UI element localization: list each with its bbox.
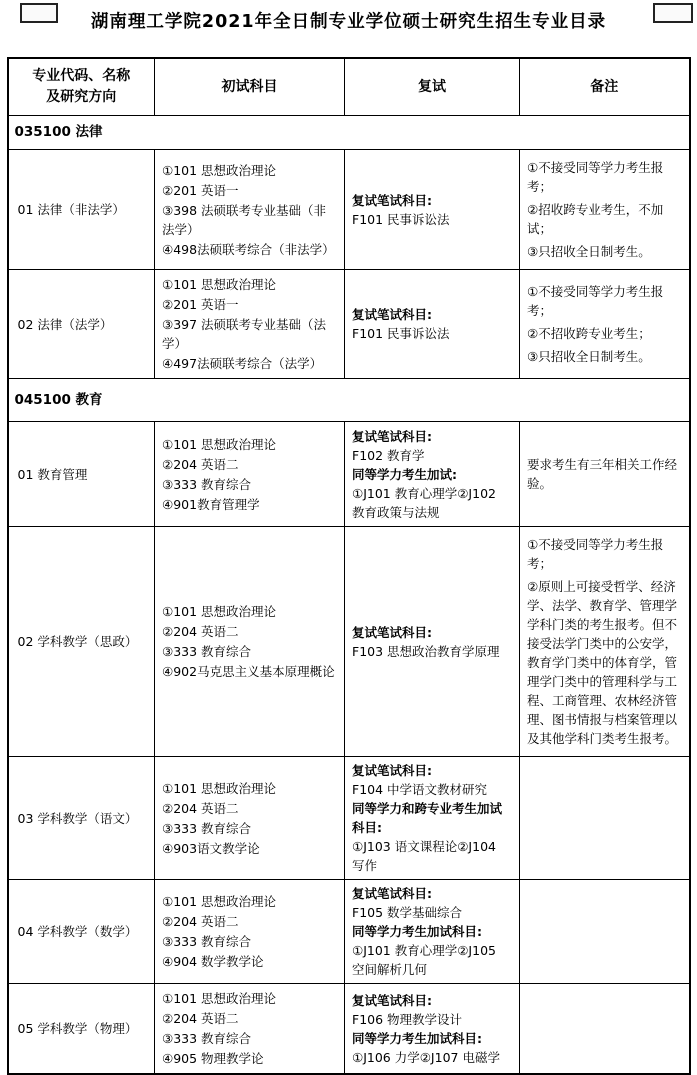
subject-line: ④497法硕联考综合（法学） (162, 356, 323, 371)
subject-line: ②204 英语二 (162, 1011, 239, 1026)
subject-line: ④905 物理教学论 (162, 1051, 264, 1066)
subject-line: ④901教育管理学 (162, 496, 260, 512)
subject-line: ①101 思想政治理论 (162, 436, 277, 452)
subject-line: ②204 英语二 (162, 456, 239, 472)
initial-subjects-cell (155, 757, 345, 880)
section-row (8, 379, 690, 422)
program-name-cell (8, 270, 155, 379)
retest-cell (345, 984, 520, 1075)
retest-section-label: 同等学力和跨专业考生加试科目: (352, 801, 503, 835)
admissions-catalog-table (7, 57, 691, 1075)
table-header-row (8, 58, 690, 116)
retest-section-label: 同等学力考生加试科目: (352, 1030, 482, 1046)
retest-subject-line: ①J101 教育心理学②J102 教育政策与法规 (352, 485, 496, 520)
retest-cell (345, 270, 520, 379)
scan-corner-mark-right (653, 3, 693, 23)
retest-section-label: 复试笔试科目: (352, 192, 432, 208)
remarks-cell (520, 422, 690, 527)
remarks-cell (520, 527, 690, 757)
initial-subjects-cell (155, 270, 345, 379)
retest-cell (345, 527, 520, 757)
section-title: 035100 法律 (8, 116, 690, 150)
remark-item: ③只招收全日制考生。 (527, 349, 651, 364)
subject-line: ③333 教育综合 (162, 820, 252, 836)
initial-subjects-cell (155, 880, 345, 984)
initial-subjects-cell (155, 527, 345, 757)
subject-line: ①101 思想政治理论 (162, 780, 277, 796)
program-name-cell (8, 422, 155, 527)
subject-line: ①101 思想政治理论 (162, 277, 277, 292)
program-row (8, 757, 690, 880)
column-header-retest: 复试 (345, 58, 520, 116)
subject-line: ③398 法硕联考专业基础（非法学） (162, 202, 327, 237)
remarks-cell (520, 150, 690, 270)
remark-item: ①不接受同等学力考生报考； (527, 284, 664, 318)
subject-line: ②204 英语二 (162, 624, 239, 639)
program-name: 01 教育管理 (17, 466, 88, 482)
subject-line: ②204 英语二 (162, 800, 239, 816)
remark-item: ③只招收全日制考生。 (527, 244, 651, 259)
retest-section-label: 复试笔试科目: (352, 992, 432, 1008)
remarks-cell (520, 270, 690, 379)
scan-corner-mark-left (20, 3, 58, 23)
program-row (8, 150, 690, 270)
program-row (8, 527, 690, 757)
initial-subjects-cell (155, 422, 345, 527)
column-header-program-line1: 专业代码、名称 (32, 68, 131, 84)
retest-section-label: 同等学力考生加试科目: (352, 924, 482, 939)
program-row (8, 984, 690, 1075)
subject-line: ④904 数学教学论 (162, 954, 264, 969)
initial-subjects-cell (155, 150, 345, 270)
retest-subject-line: F104 中学语文教材研究 (352, 782, 488, 797)
retest-section-label: 同等学力考生加试: (352, 466, 457, 482)
program-name-cell (8, 880, 155, 984)
retest-subject-line: F101 民事诉讼法 (352, 326, 450, 341)
remark-item: 要求考生有三年相关工作经验。 (527, 457, 678, 491)
subject-line: ②204 英语二 (162, 914, 239, 929)
retest-section-label: 复试笔试科目: (352, 886, 432, 901)
retest-subject-line: ①J101 教育心理学②J105 空间解析几何 (352, 943, 496, 977)
program-row (8, 880, 690, 984)
remark-item: ①不接受同等学力考生报考； (527, 160, 664, 194)
retest-subject-line: F106 物理教学设计 (352, 1011, 463, 1027)
program-name: 03 学科教学（语文） (17, 810, 138, 826)
subject-line: ④903语文教学论 (162, 840, 260, 856)
subject-line: ①101 思想政治理论 (162, 604, 277, 619)
program-name: 04 学科教学（数学） (17, 924, 138, 939)
subject-line: ③333 教育综合 (162, 1031, 252, 1046)
remark-item: ②招收跨专业考生，不加试； (527, 202, 664, 236)
remark-item: ②不招收跨专业考生； (527, 326, 651, 341)
program-name: 02 学科教学（思政） (17, 634, 138, 649)
retest-section-label: 复试笔试科目: (352, 763, 432, 778)
column-header-program-line2: 及研究方向 (46, 89, 117, 105)
program-row (8, 270, 690, 379)
retest-cell (345, 150, 520, 270)
program-name-cell (8, 527, 155, 757)
program-name: 05 学科教学（物理） (17, 1021, 138, 1036)
subject-line: ③397 法硕联考专业基础（法学） (162, 317, 327, 351)
section-row (8, 116, 690, 150)
program-name: 01 法律（非法学） (17, 202, 125, 217)
subject-line: ①101 思想政治理论 (162, 162, 277, 178)
program-name-cell (8, 757, 155, 880)
subject-line: ④902马克思主义基本原理概论 (162, 664, 335, 679)
remark-item: ②原则上可接受哲学、经济学、法学、教育学、管理学学科门类的考生报考。但不接受法学门类中的公安学，教育学门类中的体育学，管理学门类中的管理科学与工程、工商管理、农林经济管理、图书情报与档案管理以及其他学科门类考生报考。 (527, 579, 678, 746)
remarks-cell (520, 880, 690, 984)
column-header-initial-subjects: 初试科目 (155, 58, 345, 116)
column-header-remarks: 备注 (520, 58, 690, 116)
retest-cell (345, 757, 520, 880)
subject-line: ③333 教育综合 (162, 934, 252, 949)
subject-line: ④498法硕联考综合（非法学） (162, 241, 335, 257)
retest-subject-line: F101 民事诉讼法 (352, 211, 450, 227)
retest-subject-line: ①J103 语文课程论②J104 写作 (352, 839, 496, 873)
program-name: 02 法律（法学） (17, 316, 113, 332)
page-title: 湖南理工学院2021年全日制专业学位硕士研究生招生专业目录 (90, 12, 607, 32)
program-row (8, 422, 690, 527)
retest-section-label: 复试笔试科目: (352, 307, 432, 322)
remark-item: ①不接受同等学力考生报考； (527, 537, 664, 571)
retest-subject-line: F102 教育学 (352, 447, 425, 463)
column-header-program (8, 58, 155, 116)
initial-subjects-cell (155, 984, 345, 1075)
retest-cell (345, 422, 520, 527)
section-title: 045100 教育 (8, 379, 690, 422)
subject-line: ①101 思想政治理论 (162, 991, 277, 1006)
subject-line: ②201 英语一 (162, 182, 239, 198)
subject-line: ③333 教育综合 (162, 644, 252, 659)
retest-cell (345, 880, 520, 984)
retest-subject-line: F105 数学基础综合 (352, 905, 463, 920)
retest-section-label: 复试笔试科目: (352, 428, 432, 444)
retest-subject-line: ①J106 力学②J107 电磁学 (352, 1049, 500, 1065)
retest-subject-line: F103 思想政治教育学原理 (352, 643, 500, 659)
subject-line: ①101 思想政治理论 (162, 894, 277, 909)
remarks-cell (520, 984, 690, 1075)
retest-section-label: 复试笔试科目: (352, 624, 432, 640)
subject-line: ③333 教育综合 (162, 476, 252, 492)
program-name-cell (8, 984, 155, 1075)
program-name-cell (8, 150, 155, 270)
subject-line: ②201 英语一 (162, 297, 239, 312)
document-page (0, 9, 697, 1066)
remarks-cell (520, 757, 690, 880)
